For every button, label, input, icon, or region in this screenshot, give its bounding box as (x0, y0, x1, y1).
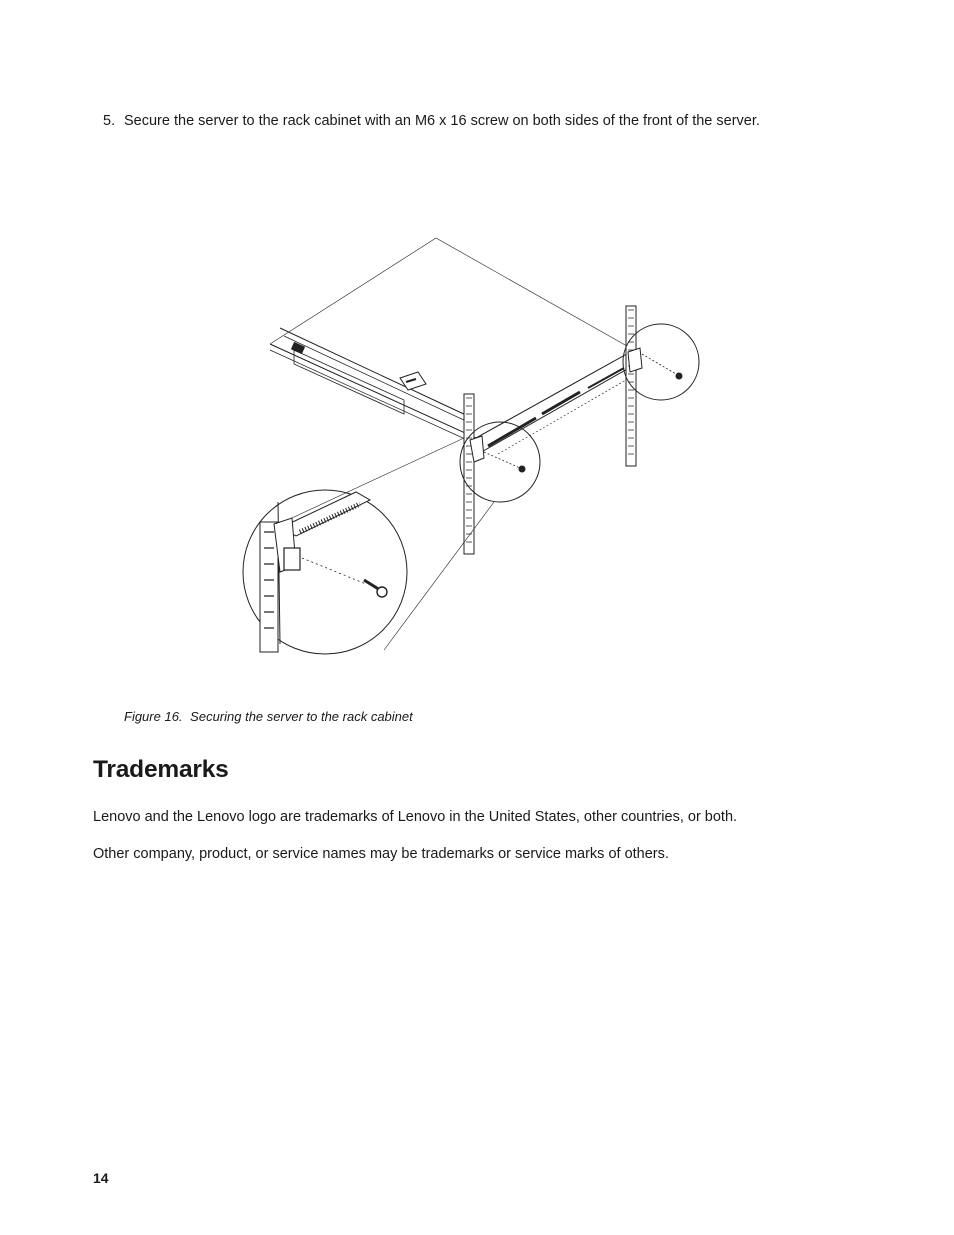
trademark-paragraph-1: Lenovo and the Lenovo logo are trademarks of Lenovo in the United States, other countries, or both. (93, 809, 738, 825)
figure-illustration (236, 232, 706, 656)
figure-label: Figure 16. (124, 709, 183, 724)
step-text: Secure the server to the rack cabinet with an M6 x 16 screw on both sides of the front of the server. (124, 113, 760, 129)
step-instruction (103, 112, 863, 130)
trademark-paragraph-2: Other company, product, or service names may be trademarks or service marks of others. (93, 846, 669, 862)
step-number: 5. (103, 113, 116, 129)
figure-caption (124, 709, 413, 725)
figure-caption-text: Securing the server to the rack cabinet (190, 709, 413, 724)
section-heading: Trademarks (93, 756, 229, 783)
page-number: 14 (93, 1170, 109, 1186)
server-rack-diagram (236, 232, 706, 656)
